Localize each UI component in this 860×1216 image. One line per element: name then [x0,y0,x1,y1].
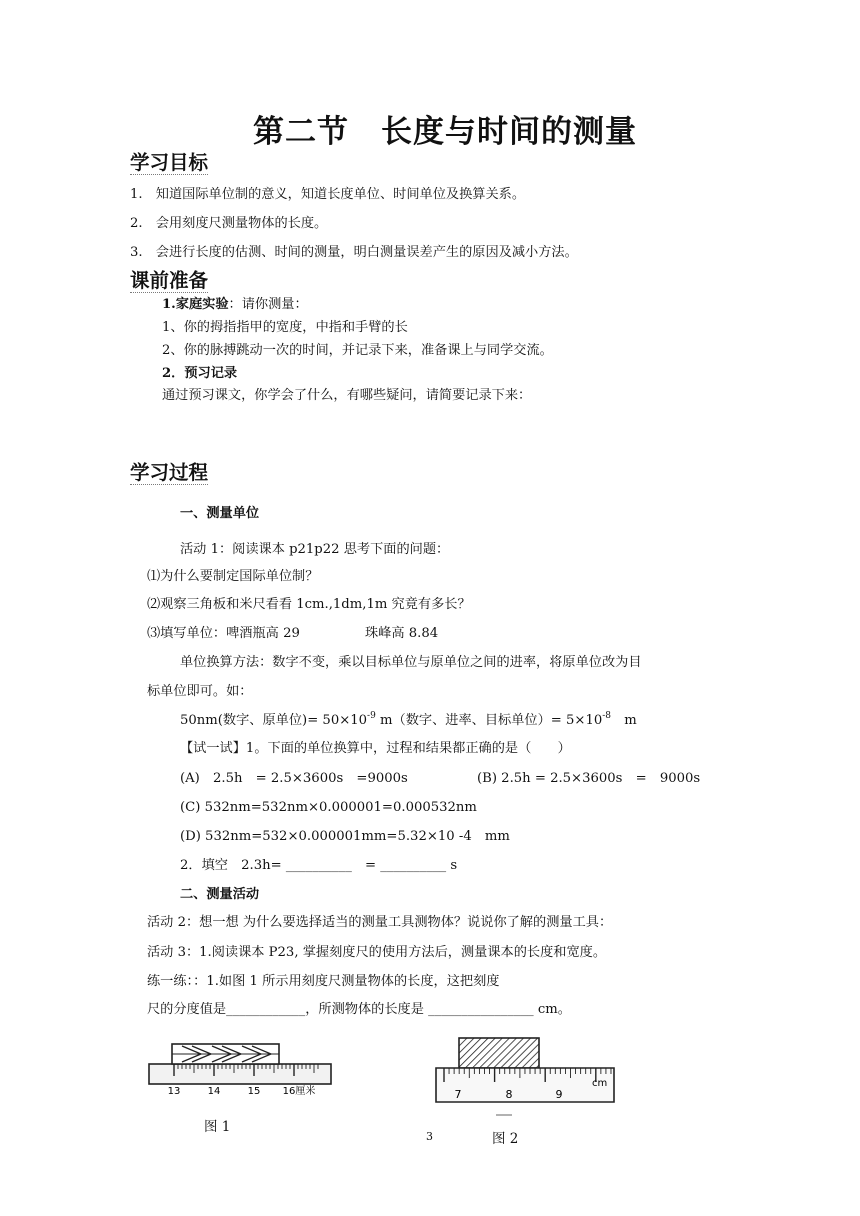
hatched-block [459,1038,539,1068]
page-number: 3 [426,1130,433,1143]
option-d: (D) 532nm=532×0.000001mm=5.32×10 -4 mm [180,829,510,844]
figure-1-caption: 图 1 [204,1119,231,1135]
fill-blank-question: 2．填空 2.3h= __________ = __________ s [180,858,458,873]
practice-line-1: 练一练：：1.如图 1 所示用刻度尺测量物体的长度，这把刻度 [147,974,500,989]
figure-1-ruler-diagram [146,1036,336,1102]
tick-label-14: 14 [207,1086,221,1097]
option-c: (C) 532nm=532nm×0.000001=0.000532nm [180,800,477,815]
experiment-item-2: 2、你的脉搏跳动一次的时间，并记录下来，准备课上与同学交流。 [162,343,553,358]
conversion-method-line-2: 标单位即可。如： [147,684,253,699]
tick-label-13: 13 [167,1086,181,1097]
section-prep-heading: 课前准备 [130,269,209,292]
experiment-item-1: 1、你的拇指指甲的宽度，中指和手臂的长 [162,320,408,335]
conversion-example [180,713,637,729]
question-3-part-a: ⑶填写单位：啤酒瓶高 29 [147,626,300,641]
example-part-c: m [611,713,637,728]
home-experiment-title: 1.家庭实验 [162,297,229,312]
option-a: (A) 2.5h = 2.5×3600s =9000s [180,771,408,786]
option-b: (B) 2.5h = 2.5×3600s = 9000s [477,771,701,786]
home-experiment-line [162,297,308,313]
question-3-part-b: 珠峰高 8.84 [365,626,439,641]
activity-3: 活动 3：1.阅读课本 P23, 掌握刻度尺的使用方法后，测量课本的长度和宽度。 [147,945,607,960]
tick-label-16: 16厘米 [282,1086,316,1097]
tick-label-9: 9 [555,1088,563,1101]
goal-item-3: 3. 会进行长度的估测、时间的测量，明白测量误差产生的原因及减小方法。 [130,245,578,260]
preview-record-title: 2．预习记录 [162,366,238,381]
tick-label-15: 15 [247,1086,261,1097]
measured-object [172,1044,279,1064]
section-process-heading: 学习过程 [130,461,209,484]
figure-2-caption: 图 2 [492,1131,519,1147]
practice-line-2: 尺的分度值是____________，所测物体的长度是 ________________ cm。 [147,1002,571,1017]
preview-record-text: 通过预习课文，你学会了什么，有哪些疑问，请简要记录下来： [162,388,532,403]
unit-label-cm: cm [592,1078,608,1089]
question-2: ⑵观察三角板和米尺看看 1cm.,1dm,1m 究竟有多长？ [147,597,471,612]
activity-1: 活动 1：阅读课本 p21p22 思考下面的问题： [180,542,450,557]
question-1: ⑴为什么要制定国际单位制？ [147,569,319,584]
home-experiment-text: ：请你测量： [228,297,308,312]
section-goals-heading: 学习目标 [130,151,209,174]
example-part-b: m（数字、进率、目标单位）= 5×10 [375,713,603,728]
ruler-body [149,1064,331,1084]
example-exponent-2: -8 [602,711,612,721]
ruler-tick-labels [168,1084,316,1097]
activity-2: 活动 2：想一想 为什么要选择适当的测量工具测物体？说说你了解的测量工具： [147,915,613,930]
figure-2-ruler-diagram [428,1034,620,1118]
example-exponent-1: -9 [367,711,376,721]
example-part-a: 50nm(数字、原单位)= 50×10 [180,713,368,728]
part1-title: 一、测量单位 [180,506,260,521]
goal-item-1: 1. 知道国际单位制的意义，知道长度单位、时间单位及换算关系。 [130,187,526,202]
tick-label-7: 7 [454,1088,462,1101]
conversion-method-line-1: 单位换算方法：数字不变，乘以目标单位与原单位之间的进率，将原单位改为目 [180,655,642,670]
part2-title: 二、测量活动 [180,887,260,902]
try-it-question: 【试一试】1。下面的单位换算中，过程和结果都正确的是（ ） [180,741,571,756]
goal-item-2: 2. 会用刻度尺测量物体的长度。 [130,216,328,231]
page-title: 第二节 长度与时间的测量 [253,114,637,150]
tick-label-8: 8 [505,1088,513,1101]
